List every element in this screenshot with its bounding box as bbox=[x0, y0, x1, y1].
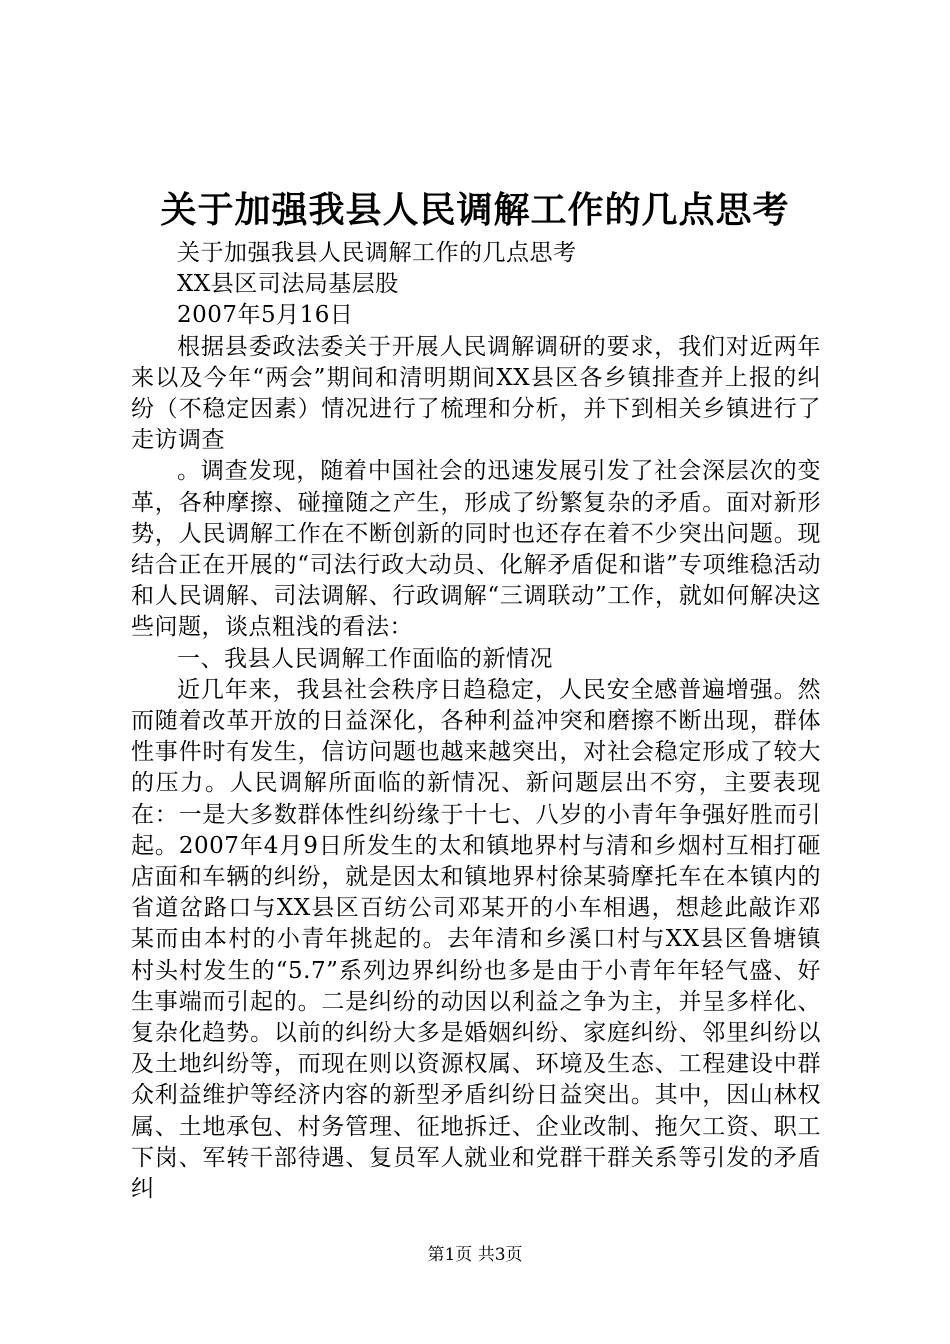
document-body bbox=[131, 238, 821, 1205]
document-title: 关于加强我县人民调解工作的几点思考 bbox=[160, 189, 790, 231]
document-author: XX县区司法局基层股 bbox=[177, 271, 399, 298]
document-date: 2007年5月16日 bbox=[177, 302, 354, 329]
paragraph-intro: 根据县委政法委关于开展人民调解调研的要求，我们对近两年来以及今年“两会”期间和清明期间XX县区各乡镇排查并上报的纠纷（不稳定因素）情况进行了梳理和分析，并下到相关乡镇进行了走访调查 bbox=[131, 333, 821, 454]
section-heading-1: 一、我县人民调解工作面临的新情况 bbox=[177, 645, 553, 672]
paragraph-findings: 。调查发现，随着中国社会的迅速发展引发了社会深层次的变革，各种摩擦、碰撞随之产生，形成了纷繁复杂的矛盾。面对新形势，人民调解工作在不断创新的同时也还存在着不少突出问题。现结合正在开展的“司法行政大动员、化解矛盾促和谐”专项维稳活动和人民调解、司法调解、行政调解“三调联动”工作，就如何解决这些问题，谈点粗浅的看法： bbox=[131, 458, 821, 641]
document-subtitle: 关于加强我县人民调解工作的几点思考 bbox=[177, 240, 577, 266]
page-footer: 第1页 共3页 bbox=[427, 1245, 523, 1265]
paragraph-situation: 近几年来，我县社会秩序日趋稳定，人民安全感普遍增强。然而随着改革开放的日益深化，各种利益冲突和磨擦不断出现，群体性事件时有发生，信访问题也越来越突出，对社会稳定形成了较大的压力。人民调解所面临的新情况、新问题层出不穷，主要表现在：一是大多数群体性纠纷缘于十七、八岁的小青年争强好胜而引起。2007年4月9日所发生的太和镇地界村与清和乡烟村互相打砸店面和车辆的纠纷，就是因太和镇地界村徐某骑摩托车在本镇内的省道岔路口与XX县区百纺公司邓某开的小车相遇，想趁此敲诈邓某而由本村的小青年挑起的。去年清和乡溪口村与XX县区鲁塘镇村头村发生的“5.7”系列边界纠纷也多是由于小青年年轻气盛、好生事端而引起的。二是纠纷的动因以利益之争为主，并呈多样化、复杂化趋势。以前的纠纷大多是婚姻纠纷、家庭纠纷、邻里纠纷以及土地纠纷等，而现在则以资源权属、环境及生态、工程建设中群众利益维护等经济内容的新型矛盾纠纷日益突出。其中，因山林权属、土地承包、村务管理、征地拆迁、企业改制、拖欠工资、职工下岗、军转干部待遇、复员军人就业和党群干群关系等引发的矛盾纠 bbox=[131, 676, 821, 1203]
